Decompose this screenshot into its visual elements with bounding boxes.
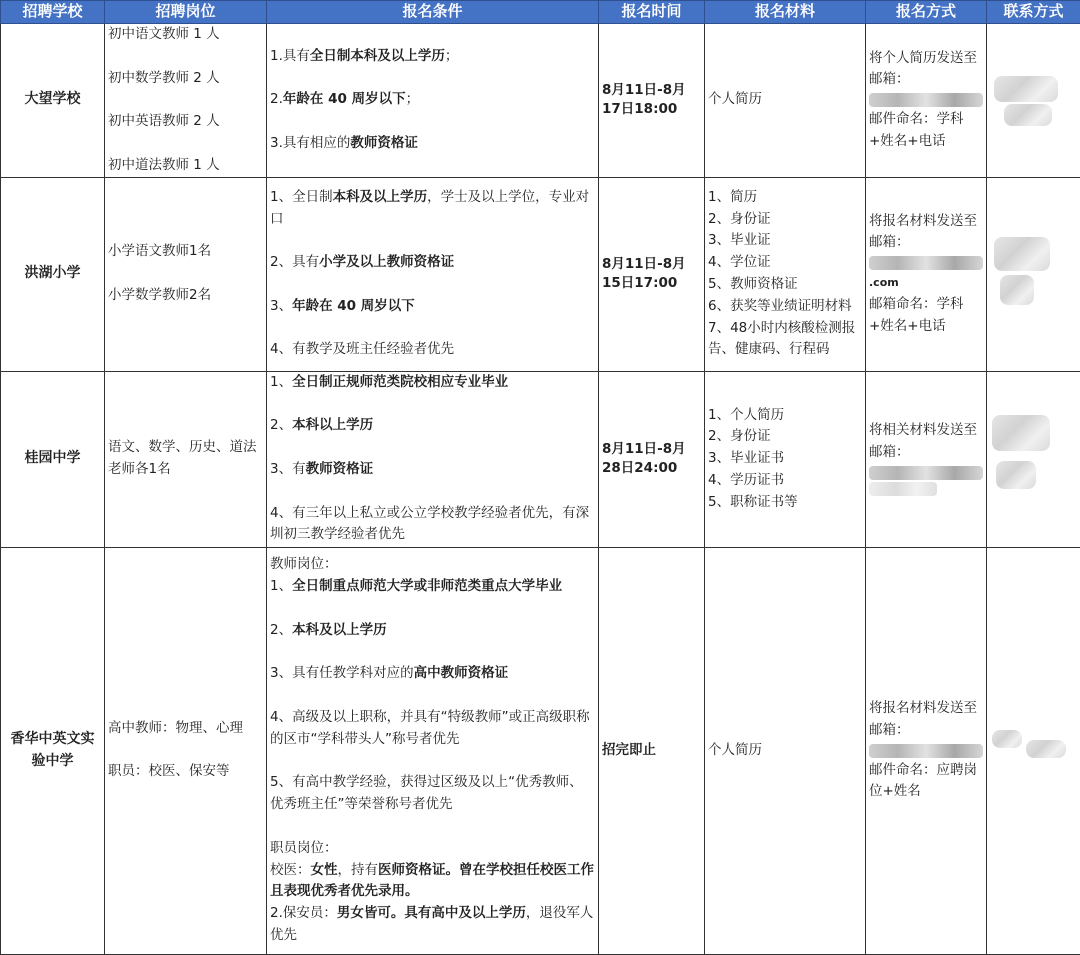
method-cell [866, 177, 987, 371]
materials-cell [705, 547, 866, 954]
position-item: 高中教师：物理、心理 [108, 718, 263, 740]
material-item: 个人简历 [708, 740, 862, 762]
conditions-cell [267, 24, 599, 178]
contact-cell [987, 24, 1080, 178]
header-contact: 联系方式 [987, 1, 1080, 24]
email-naming: 邮件命名：学科+姓名+电话 [869, 109, 983, 153]
material-item: 3、毕业证 [708, 230, 862, 252]
positions-cell [105, 24, 267, 178]
redacted-contact [990, 229, 1077, 319]
redacted-contact [990, 60, 1077, 140]
redacted-email [869, 93, 983, 107]
material-item: 2、身份证 [708, 426, 862, 448]
apply-time: 8月11日-8月15日17:00 [599, 177, 705, 371]
materials-cell [705, 177, 866, 371]
contact-cell [987, 177, 1080, 371]
position-item: 初中数学教师 2 人 [108, 68, 263, 90]
material-item: 1、个人简历 [708, 405, 862, 427]
condition-item: 2、具有小学及以上教师资格证 [270, 252, 595, 274]
condition-item: 1、全日制本科及以上学历，学士及以上学位，专业对口 [270, 187, 595, 231]
redacted-contact [990, 409, 1077, 509]
school-name: 大望学校 [1, 24, 105, 178]
method-text: 将相关材料发送至邮箱： [869, 420, 983, 464]
material-item: 7、48小时内核酸检测报告、健康码、行程码 [708, 318, 862, 362]
materials-cell [705, 371, 866, 547]
condition-item: 2、本科及以上学历 [270, 620, 595, 642]
staff-title: 职员岗位： [270, 838, 595, 860]
material-item: 5、职称证书等 [708, 492, 862, 514]
conditions-cell [267, 177, 599, 371]
material-item: 个人简历 [708, 89, 862, 111]
email-tail: .com [869, 272, 983, 294]
condition-item: 2、本科以上学历 [270, 415, 595, 437]
redacted-email [869, 466, 983, 480]
header-position: 招聘岗位 [105, 1, 267, 24]
condition-item: 4、高级及以上职称，并具有“特级教师”或正高级职称的区市“学科带头人”称号者优先 [270, 707, 595, 751]
position-item: 初中道法教师 1 人 [108, 155, 263, 177]
positions-cell [105, 177, 267, 371]
header-row [1, 1, 1080, 24]
method-cell [866, 24, 987, 178]
table-row [1, 24, 1080, 178]
material-item: 5、教师资格证 [708, 274, 862, 296]
apply-time: 8月11日-8月17日18:00 [599, 24, 705, 178]
condition-item: 4、有教学及班主任经验者优先 [270, 339, 595, 361]
material-item: 3、毕业证书 [708, 448, 862, 470]
position-item: 小学数学教师2名 [108, 285, 263, 307]
position-item: 职员：校医、保安等 [108, 761, 263, 783]
condition-item: 2.年龄在 40 周岁以下； [270, 89, 595, 111]
apply-time: 8月11日-8月28日24:00 [599, 371, 705, 547]
materials-cell [705, 24, 866, 178]
staff-item: 校医：女性，持有医师资格证。曾在学校担任校医工作且表现优秀者优先录用。 [270, 860, 595, 904]
method-cell [866, 371, 987, 547]
position-item: 小学语文教师1名 [108, 241, 263, 263]
table-row [1, 371, 1080, 547]
header-time: 报名时间 [599, 1, 705, 24]
position-item: 初中语文教师 1 人 [108, 24, 263, 46]
material-item: 6、获奖等业绩证明材料 [708, 296, 862, 318]
contact-cell [987, 547, 1080, 954]
header-school: 招聘学校 [1, 1, 105, 24]
condition-item: 1.具有全日制本科及以上学历； [270, 46, 595, 68]
header-method: 报名方式 [866, 1, 987, 24]
condition-item: 3、具有任教学科对应的高中教师资格证 [270, 663, 595, 685]
email-naming: 邮件命名：应聘岗位+姓名 [869, 760, 983, 804]
apply-time: 招完即止 [599, 547, 705, 954]
staff-item: 2.保安员：男女皆可。具有高中及以上学历，退役军人优先 [270, 903, 595, 947]
conditions-cell [267, 371, 599, 547]
condition-item: 3、有教师资格证 [270, 459, 595, 481]
material-item: 2、身份证 [708, 209, 862, 231]
condition-item: 5、有高中教学经验，获得过区级及以上“优秀教师、优秀班主任”等荣誉称号者优先 [270, 772, 595, 816]
positions-cell [105, 547, 267, 954]
method-text: 将报名材料发送至邮箱： [869, 211, 983, 255]
teacher-title: 教师岗位： [270, 554, 595, 576]
condition-item: 1、全日制正规师范类院校相应专业毕业 [270, 372, 595, 394]
condition-item: 3.具有相应的教师资格证 [270, 133, 595, 155]
redacted-email [869, 256, 983, 270]
table-row [1, 547, 1080, 954]
position-item: 初中英语教师 2 人 [108, 111, 263, 133]
method-text: 将个人简历发送至邮箱： [869, 48, 983, 92]
method-cell [866, 547, 987, 954]
school-name: 洪湖小学 [1, 177, 105, 371]
material-item: 4、学位证 [708, 252, 862, 274]
contact-cell [987, 371, 1080, 547]
condition-item: 1、全日制重点师范大学或非师范类重点大学毕业 [270, 576, 595, 598]
position-item: 语文、数学、历史、道法老师各1名 [108, 437, 263, 481]
conditions-cell [267, 547, 599, 954]
header-materials: 报名材料 [705, 1, 866, 24]
table-row [1, 177, 1080, 371]
header-conditions: 报名条件 [267, 1, 599, 24]
material-item: 1、简历 [708, 187, 862, 209]
school-name: 桂园中学 [1, 371, 105, 547]
school-name: 香华中英文实验中学 [1, 547, 105, 954]
email-naming: 邮箱命名：学科+姓名+电话 [869, 294, 983, 338]
material-item: 4、学历证书 [708, 470, 862, 492]
redacted-contact [990, 726, 1077, 776]
condition-item: 4、有三年以上私立或公立学校教学经验者优先，有深圳初三教学经验者优先 [270, 503, 595, 547]
method-text: 将报名材料发送至邮箱： [869, 698, 983, 742]
redacted-email [869, 744, 983, 758]
positions-cell [105, 371, 267, 547]
condition-item: 3、年龄在 40 周岁以下 [270, 296, 595, 318]
